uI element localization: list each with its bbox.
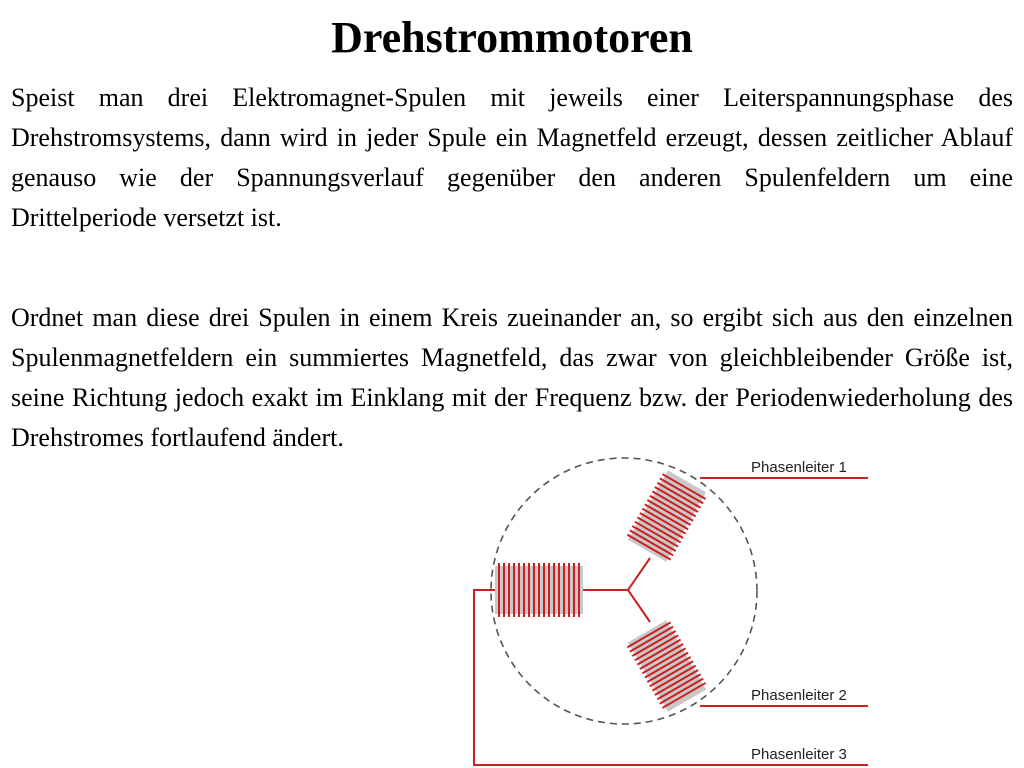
label-phase-2: Phasenleiter 2 bbox=[751, 687, 847, 704]
coil-left bbox=[495, 563, 583, 617]
three-phase-coil-diagram bbox=[440, 440, 1024, 768]
label-phase-3: Phasenleiter 3 bbox=[751, 746, 847, 763]
star-connection bbox=[583, 558, 650, 622]
coil-upper bbox=[625, 469, 708, 563]
coil-lower bbox=[625, 619, 708, 713]
slide-title: Drehstrommotoren bbox=[331, 13, 693, 62]
label-phase-1: Phasenleiter 1 bbox=[751, 459, 847, 476]
paragraph-1: Speist man drei Elektromagnet-Spulen mit jeweils einer Leiterspannungsphase des Drehstromsystems, dann wird in jeder Spule ein Magnetfeld erzeugt, dessen zeitlicher Ablauf genauso wie der Spannungsverlauf gegenüber den anderen Spulenfeldern um eine Drittelperiode versetzt ist. bbox=[11, 83, 1013, 232]
paragraph-2: Ordnet man diese drei Spulen in einem Kreis zueinander an, so ergibt sich aus den einzelnen Spulenmagnetfeldern ein summiertes Magnetfeld, das zwar von gleichbleibender Größe ist, seine Richtung jedoch exakt im Einklang mit der Frequenz bzw. der Periodenwiederholung des Drehstromes fortlaufend ändert. bbox=[11, 303, 1013, 452]
